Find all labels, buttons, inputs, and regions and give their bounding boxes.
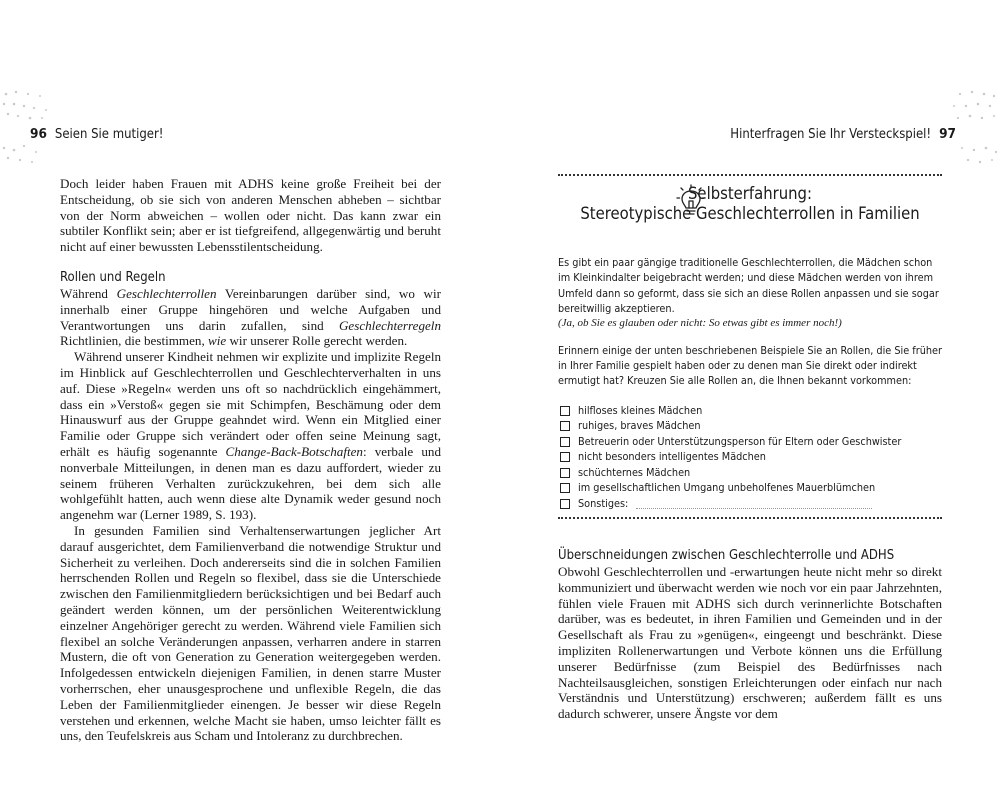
exercise-title-line2: Stereotypische Geschlechterrollen in Familien xyxy=(580,204,920,223)
lightbulb-icon xyxy=(676,184,706,218)
section-title-rollen-und-regeln: Rollen und Regeln xyxy=(60,269,166,285)
exercise-body xyxy=(558,255,942,511)
right-running-title: Hinterfragen Sie Ihr Versteckspiel! xyxy=(730,126,932,142)
exercise-prompt: Erinnern einige der unten beschriebenen Beispiele Sie an Rollen, die Sie früher in Ihrer Familie gespielt haben oder zu denen man Sie direkt oder indirekt ermutigt hat? Kreuzen Sie alle Rollen an, die Ihnen bekannt vorkommen: xyxy=(558,343,942,388)
checkbox[interactable] xyxy=(560,437,570,447)
exercise-bottom-rule xyxy=(558,517,942,519)
checkbox[interactable] xyxy=(560,499,570,509)
paragraph-childhood-rules: Während unserer Kindheit nehmen wir explizite und implizite Regeln im Hinblick auf Geschlechterrollen und Geschlechterverhalten in uns auf. Diese »Regeln« werden uns oft so nachdrücklich eingehämmert, dass ein »Verstoß« gegen sie mit Schimpfen, Beschämung oder dem Hinauswurf aus der Gruppe geahndet wird. Wenn ein Mitglied einer Familie oder Gruppe sich verändert oder offen seine Meinung sagt, erhält es häufig sogenannte Change-Back-Botschaften: verbale und nonverbale Mitteilungen, in denen man es dazu auffordert, wieder zu seinem früheren Verhalten zurückzukehren, bei dem sich alle wohlgefühlt hatten, auch wenn diese alte Dynamik weder gesund noch angenehm war (Lerner 1989, S. 193). xyxy=(60,349,441,523)
left-running-title: Seien Sie mutiger! xyxy=(54,126,164,142)
left-page-number: 96 xyxy=(30,126,47,142)
right-page-header xyxy=(730,124,956,144)
exercise-title xyxy=(558,184,942,224)
exercise-intro: Es gibt ein paar gängige traditionelle Geschlechterrollen, die Mädchen schon im Kleinkindalter beigebracht werden; und diese Mädchen werden von ihrem Umfeld dann so geformt, dass sie sich an diese Rollen anpassen und sie sogar bereitwillig akzeptieren. xyxy=(558,256,939,316)
left-page-body xyxy=(60,176,441,744)
checklist-item[interactable]: im gesellschaftlichen Umgang unbeholfenes Mauerblümchen xyxy=(558,480,942,496)
exercise-top-rule xyxy=(558,174,942,176)
checkbox[interactable] xyxy=(560,468,570,478)
checklist-item[interactable]: Betreuerin oder Unterstützungsperson für Eltern oder Geschwister xyxy=(558,434,942,450)
other-write-in-line[interactable] xyxy=(636,498,872,509)
exercise-title-line1: Selbsterfahrung: xyxy=(688,184,812,203)
checklist-item[interactable]: hilfloses kleines Mädchen xyxy=(558,403,942,419)
paragraph-healthy-families: In gesunden Familien sind Verhaltenserwartungen jeglicher Art darauf ausgerichtet, dem Familienverband die notwendige Struktur und Sicherheit zu verleihen. Doch andererseits sind die in solchen Familien herrschenden Rollen und Regeln so flexibel, dass sie die Unterschiede zwischen den Familienmitgliedern berücksichtigen und bei Bedarf auch geändert werden können, um der persönlichen Weiterentwicklung einzelner Angehöriger gerecht zu werden. Während viele Familien sich flexibel an solche Veränderungen anpassen, verharren andere in starren Mustern, die oft von Generation zu Generation weitergegeben werden. Infolgedessen entwickeln diejenigen Familien, in denen starre Muster vorherrschen, eher unausgesprochene und unflexible Regeln, die das Leben der Familienmitglieder einengen. Je besser wir diese Regeln verstehen und erkennen, welche Macht sie haben, umso leichter fällt es uns, den Teufelskreis aus Scham und Intoleranz zu durchbrechen. xyxy=(60,522,441,744)
checklist-item-other[interactable]: Sonstiges: xyxy=(558,496,942,512)
checkbox[interactable] xyxy=(560,406,570,416)
checkbox[interactable] xyxy=(560,452,570,462)
left-page-header xyxy=(30,124,163,144)
checklist-item[interactable]: nicht besonders intelligentes Mädchen xyxy=(558,449,942,465)
checklist-item[interactable]: schüchternes Mädchen xyxy=(558,465,942,481)
checkbox[interactable] xyxy=(560,421,570,431)
right-page-number: 97 xyxy=(939,126,956,142)
paragraph-roles-rules: Während Geschlechterrollen Vereinbarungen darüber sind, wo wir innerhalb einer Gruppe hingehören und welche Aufgaben und Verantwortungen uns darin zufallen, sind Geschlechterregeln Richtlinien, die bestimmen, wie wir unserer Rolle gerecht werden. xyxy=(60,285,441,349)
intro-paragraph: Doch leider haben Frauen mit ADHS keine große Freiheit bei der Entscheidung, ob sie sich von anderen Menschen abheben – sichtbar von der Norm abweichen – wollen oder nicht. Das kann zwar ein subtiler Konflikt sein; aber er ist tiefgreifend, allgegenwärtig und beruht nicht auf einer bewussten Lebensstilentscheidung. xyxy=(60,176,441,255)
right-page-body xyxy=(558,548,942,722)
section-title-overlap: Überschneidungen zwischen Geschlechterrolle und ADHS xyxy=(558,548,895,563)
exercise-note: (Ja, ob Sie es glauben oder nicht: So etwas gibt es immer noch!) xyxy=(558,316,842,329)
checkbox[interactable] xyxy=(560,483,570,493)
checklist-item[interactable]: ruhiges, braves Mädchen xyxy=(558,418,942,434)
paragraph-overlap: Obwohl Geschlechterrollen und -erwartungen heute nicht mehr so direkt kommuniziert und überwacht werden wie noch vor ein paar Jahrzehnten, fühlen viele Frauen mit ADHS sich durch verinnerlichte Botschaften darüber, was es bedeutet, in ihren Familien und Gemeinden und in der Gesellschaft als Frau zu »genügen«, eingeengt und beschränkt. Diese impliziten Rollenerwartungen und Verbote können uns die Erfüllung unserer Bedürfnisse (zum Beispiel des Bedürfnisses nach Nachteilsausgleichen, sonstigen Erleichterungen oder einfach nur nach Verständnis und Unterstützung) erschweren; außerdem fällt es uns dadurch schwerer, unsere Ängste vor dem xyxy=(558,564,942,722)
role-checklist xyxy=(558,403,942,512)
